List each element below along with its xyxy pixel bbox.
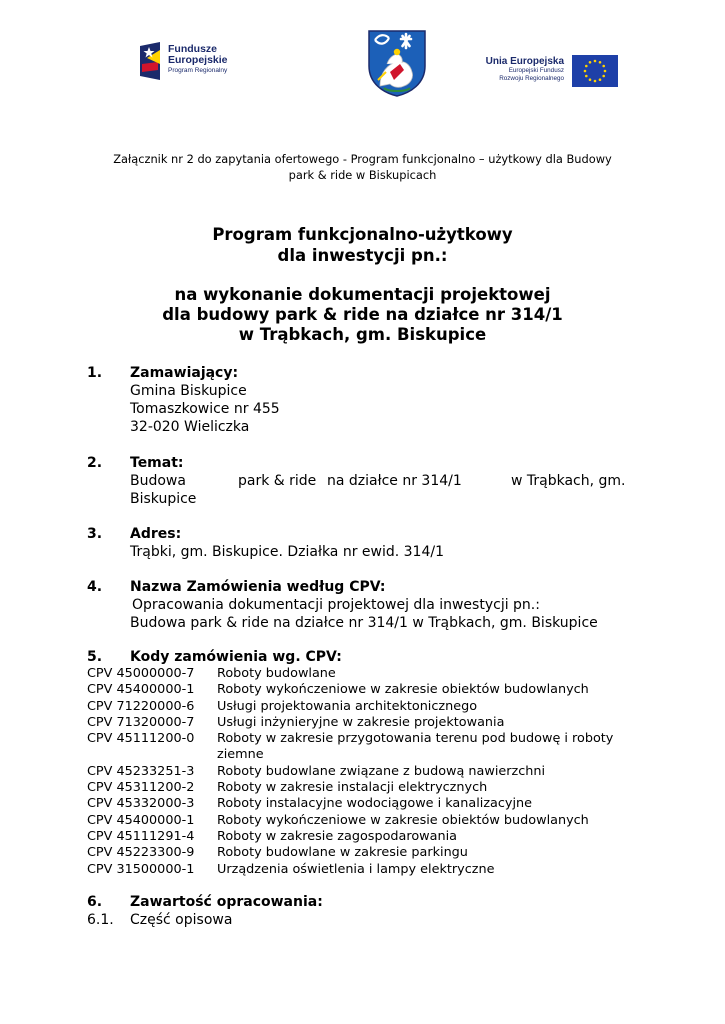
cpv-description: Roboty w zakresie przygotowania terenu pod budowę i roboty ziemne	[217, 731, 614, 763]
section-5-number: 5.	[87, 649, 103, 665]
cpv-row	[87, 780, 657, 796]
section-2-word-3: na działce nr 314/1	[327, 473, 462, 489]
cpv-row	[87, 764, 657, 780]
fundusze-europejskie-text	[168, 44, 228, 75]
section-3-line-1: Trąbki, gm. Biskupice. Działka nr ewid. 314/1	[130, 544, 444, 560]
document-title-line-2: dla inwestycji pn.:	[277, 246, 448, 265]
cpv-row	[87, 829, 657, 845]
section-1-line-1: Gmina Biskupice	[130, 383, 247, 399]
subject-title-line-2: dla budowy park & ride na działce nr 314/1	[162, 305, 563, 324]
ue-line-3: Rozwoju Regionalnego	[499, 74, 564, 82]
section-6-1-text: Część opisowa	[130, 912, 233, 928]
section-6-heading: Zawartość opracowania:	[130, 894, 323, 910]
cpv-row	[87, 813, 657, 829]
document-title-line-1: Program funkcjonalno-użytkowy	[212, 225, 513, 244]
cpv-code: CPV 45400000-1	[87, 682, 195, 698]
section-2-number: 2.	[87, 455, 103, 471]
cpv-row	[87, 845, 657, 861]
attachment-line-2: park & ride w Biskupicach	[288, 168, 437, 182]
cpv-description: Roboty budowlane związane z budową nawierzchni	[217, 763, 546, 779]
cpv-code: CPV 45111200-0	[87, 731, 195, 747]
cpv-code: CPV 45400000-1	[87, 812, 195, 828]
cpv-row	[87, 862, 657, 878]
cpv-code: CPV 45111291-4	[87, 828, 195, 844]
section-2-word-2: park & ride	[238, 473, 317, 489]
cpv-row	[87, 715, 657, 731]
section-1-line-3: 32-020 Wieliczka	[130, 419, 250, 435]
section-4-line-1: Opracowania dokumentacji projektowej dla inwestycji pn.:	[132, 597, 540, 613]
section-1-line-2: Tomaszkowice nr 455	[130, 401, 280, 417]
cpv-description: Usługi projektowania architektonicznego	[217, 698, 478, 714]
cpv-description: Roboty budowlane w zakresie parkingu	[217, 845, 468, 861]
section-4-number: 4.	[87, 579, 103, 595]
cpv-code: CPV 45332000-3	[87, 796, 195, 812]
cpv-description: Roboty w zakresie zagospodarowania	[217, 828, 457, 844]
eu-flag-icon	[572, 55, 618, 87]
cpv-code: CPV 45000000-7	[87, 666, 195, 681]
cpv-description: Urządzenia oświetlenia i lampy elektryczne	[217, 861, 495, 877]
fe-line-3: Program Regionalny	[168, 67, 228, 75]
section-5-heading: Kody zamówienia wg. CPV:	[130, 649, 342, 665]
ue-line-2: Europejski Fundusz	[508, 67, 564, 74]
attachment-note	[60, 151, 665, 183]
cpv-code: CPV 71320000-7	[87, 714, 195, 730]
cpv-code: CPV 31500000-1	[87, 861, 195, 877]
section-6-number: 6.	[87, 894, 103, 910]
cpv-description: Usługi inżynieryjne w zakresie projektowania	[217, 714, 505, 730]
cpv-description: Roboty instalacyjne wodociągowe i kanalizacyjne	[217, 796, 533, 812]
cpv-row	[87, 666, 657, 682]
cpv-row	[87, 682, 657, 698]
cpv-code: CPV 45223300-9	[87, 845, 195, 861]
cpv-code: CPV 71220000-6	[87, 698, 195, 714]
cpv-row	[87, 699, 657, 715]
subject-title-line-3: w Trąbkach, gm. Biskupice	[238, 325, 487, 344]
section-4-heading: Nazwa Zamówienia według CPV:	[130, 579, 386, 595]
cpv-description: Roboty wykończeniowe w zakresie obiektów budowlanych	[217, 812, 589, 828]
cpv-code: CPV 45311200-2	[87, 780, 195, 796]
cpv-row	[87, 731, 657, 764]
section-2-word-4: w Trąbkach, gm.	[511, 473, 626, 489]
cpv-description: Roboty wykończeniowe w zakresie obiektów budowlanych	[217, 682, 589, 698]
cpv-description: Roboty w zakresie instalacji elektrycznych	[217, 780, 488, 796]
fe-line-1: Fundusze	[168, 43, 217, 55]
section-6-1-number: 6.1.	[87, 912, 114, 928]
cpv-description: Roboty budowlane	[217, 666, 336, 681]
cpv-row	[87, 796, 657, 812]
section-2-heading: Temat:	[130, 455, 184, 471]
section-2-line-2: Biskupice	[130, 491, 197, 507]
section-1-number: 1.	[87, 365, 103, 381]
fe-line-2: Europejskie	[168, 54, 228, 67]
section-1-heading: Zamawiający:	[130, 365, 239, 381]
attachment-line-1: Załącznik nr 2 do zapytania ofertowego - Program funkcjonalno – użytkowy dla Budowy	[113, 152, 612, 166]
ue-line-1: Unia Europejska	[485, 56, 564, 67]
coat-of-arms-icon	[366, 28, 428, 98]
cpv-code: CPV 45233251-3	[87, 763, 195, 779]
subject-title-line-1: na wykonanie dokumentacji projektowej	[174, 285, 551, 304]
section-3-heading: Adres:	[130, 526, 182, 542]
section-4-line-2: Budowa park & ride na działce nr 314/1 w Trąbkach, gm. Biskupice	[130, 615, 598, 631]
unia-europejska-text	[470, 56, 564, 83]
section-2-word-1: Budowa	[130, 473, 186, 489]
cpv-code-list	[87, 666, 657, 878]
section-3-number: 3.	[87, 526, 103, 542]
